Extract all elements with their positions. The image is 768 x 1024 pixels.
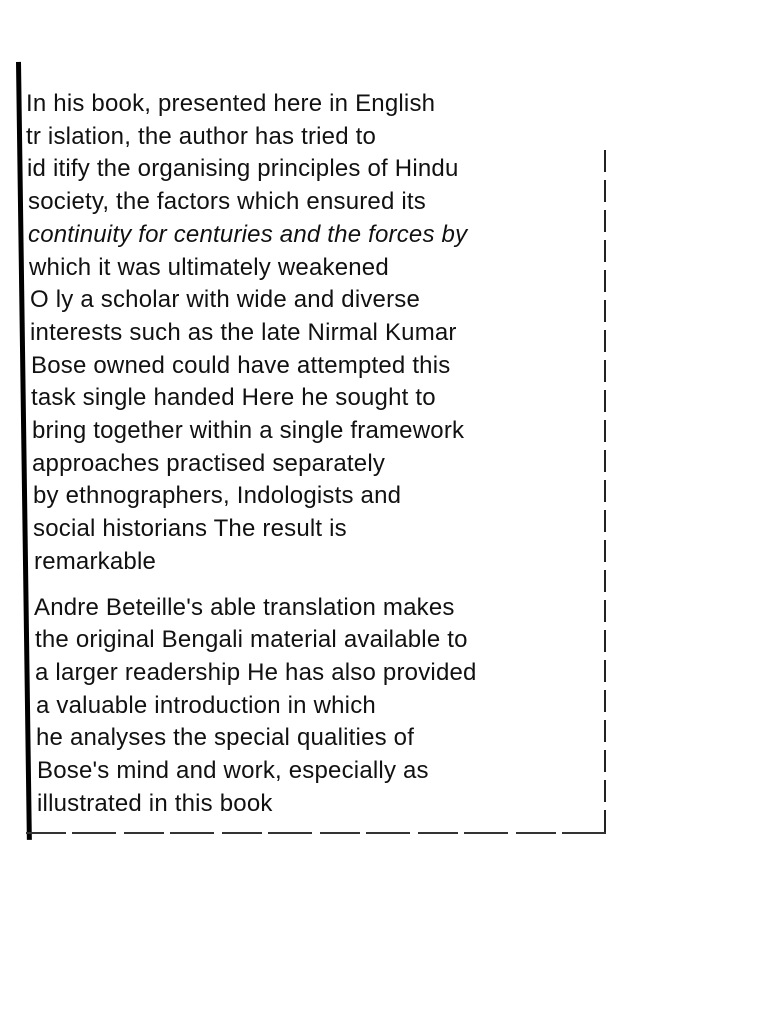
text-line: which it was ultimately weakened [29, 253, 389, 281]
text-line: In his book, presented here in English [26, 90, 436, 117]
text-line: bring together within a single framework [32, 417, 465, 445]
text-line: O ly a scholar with wide and diverse [30, 286, 421, 314]
text-line: social historians The result is [33, 515, 347, 543]
text-line: Andre Beteille's able translation makes [34, 593, 455, 621]
box-bottom-border [26, 832, 606, 834]
text-line: continuity for centuries and the forces by [28, 220, 468, 248]
text-line: approaches practised separately [32, 449, 386, 477]
text-line: illustrated in this book [37, 789, 273, 817]
box-right-border [604, 150, 606, 832]
paragraph-about-translation [0, 592, 600, 821]
text-line: id itify the organising principles of Hindu [27, 155, 459, 183]
paragraph-about-book [0, 88, 600, 579]
text-line: by ethnographers, Indologists and [33, 482, 402, 510]
text-line: he analyses the special qualities of [36, 724, 415, 752]
text-line: interests such as the late Nirmal Kumar [30, 318, 457, 346]
text-line: Bose owned could have attempted this [31, 351, 451, 379]
text-line: tr islation, the author has tried to [26, 122, 377, 150]
blurb-text [0, 88, 600, 820]
text-line: a larger readership He has also provided [35, 658, 477, 686]
text-line: Bose's mind and work, especially as [37, 757, 429, 785]
text-line: society, the factors which ensured its [28, 188, 426, 216]
text-line: a valuable introduction in which [36, 691, 376, 719]
text-line: the original Bengali material available to [35, 626, 468, 654]
text-line: remarkable [34, 547, 157, 575]
text-line: task single handed Here he sought to [31, 384, 436, 412]
